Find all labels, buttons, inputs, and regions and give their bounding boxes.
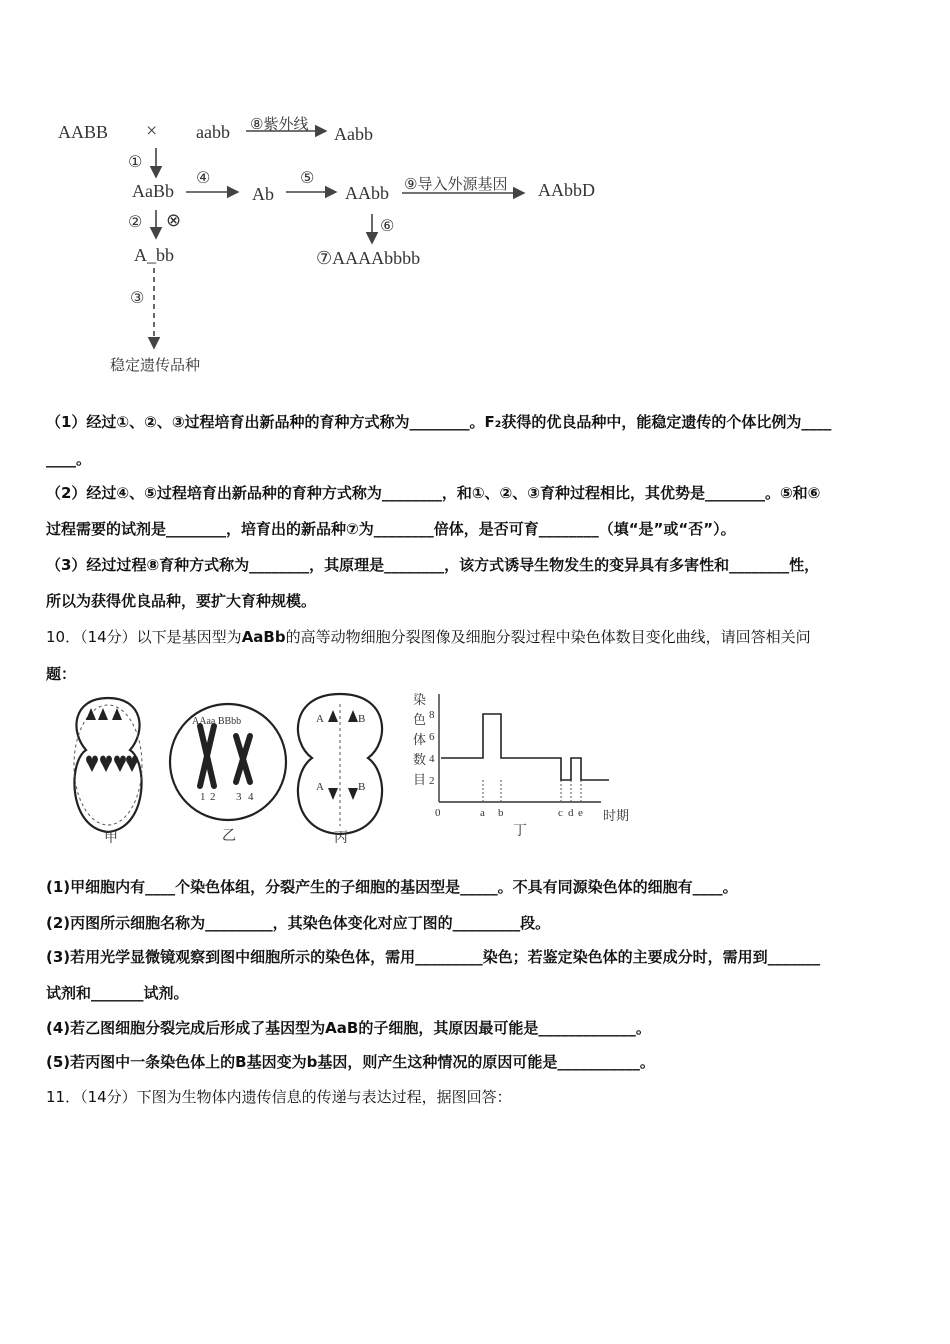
yi-num-1: 1 — [200, 791, 206, 803]
q9-part3-line1: （3）经过过程⑧育种方式称为________，其原理是________，该方式诱导生物发生的变异具有多害性和________性， — [46, 556, 820, 574]
q10-sub3-line2: 试剂和_______试剂。 — [46, 984, 189, 1002]
step2-label: ② — [128, 212, 143, 231]
q10-sub5: (5)若丙图中一条染色体上的B基因变为b基因，则产生这种情况的原因可能是___________。 — [46, 1053, 655, 1071]
step9-label: ⑨导入外源基因 — [404, 175, 508, 193]
label-ding: 丁 — [513, 824, 527, 839]
step3-label: ③ — [130, 288, 145, 307]
transgenic-aabbd: AAbbD — [538, 180, 595, 200]
cell-jia — [74, 698, 142, 832]
chart-ytick-2: 2 — [429, 775, 435, 787]
chart-ylabel-3: 体 — [413, 732, 427, 747]
label-bing: 丙 — [334, 831, 348, 846]
chart-ylabel-2: 色 — [413, 712, 427, 727]
q10-sub2: (2)丙图所示细胞名称为_________，其染色体变化对应丁图的_________段。 — [46, 914, 551, 932]
chart-xmark-e: e — [578, 807, 583, 819]
q9-part1 — [46, 404, 906, 440]
q10-sub3 — [46, 939, 906, 1011]
yi-top-label: AAaa BBbb — [192, 716, 242, 727]
q10-header-prefix: 10．（14分）以下是基因型为 — [46, 628, 242, 646]
yi-num-4: 4 — [248, 791, 254, 803]
step5-label: ⑤ — [300, 168, 315, 187]
yi-num-2: 2 — [210, 791, 216, 803]
step4-label: ④ — [196, 168, 211, 187]
parent-aabb-upper: AABB — [58, 122, 109, 142]
q9-part2 — [46, 475, 906, 547]
q10-sub1: (1)甲细胞内有____个染色体组，分裂产生的子细胞的基因型是_____。不具有同源染色体的细胞有____。 — [46, 878, 738, 896]
q9-part1-cont — [46, 441, 906, 477]
selfing-icon: ⊗ — [166, 210, 182, 231]
final-variety: 稳定遗传品种 — [110, 356, 201, 374]
chart-origin: 0 — [435, 807, 441, 819]
q9-part3-line2: 所以为获得优良品种，要扩大育种规模。 — [46, 592, 317, 610]
q10-header — [46, 626, 811, 647]
bing-top-b: B — [358, 713, 366, 725]
chart-ytick-8: 8 — [429, 709, 435, 721]
mutant-aabb: Aabb — [334, 124, 373, 144]
q10-header-suffix: 的高等动物细胞分裂图像及细胞分裂过程中染色体数目变化曲线，请回答相关问 — [285, 628, 811, 646]
q9-part2-line1: （2）经过④、⑤过程培育出新品种的育种方式称为________，和①、②、③育种过程相比，其优势是________。⑤和⑥ — [46, 484, 821, 502]
haploid-ab: Ab — [252, 184, 274, 204]
chart-xmark-a: a — [480, 807, 485, 819]
q10-header-line2: 题： — [46, 665, 77, 683]
label-yi: 乙 — [222, 829, 236, 844]
q10-sub3-line1: (3)若用光学显微镜观察到图中细胞所示的染色体，需用_________染色；若鉴定染色体的主要成分时，需用到_______ — [46, 948, 821, 966]
q11-header: 11．（14分）下图为生物体内遗传信息的传递与表达过程，据图回答： — [46, 1088, 512, 1106]
q10-header-genotype: AaBb — [241, 628, 286, 646]
chart-ytick-6: 6 — [429, 731, 435, 743]
yi-num-3: 3 — [236, 791, 242, 803]
q9-part1-line2: ____。 — [46, 450, 92, 468]
breeding-arrows — [0, 0, 620, 380]
chart-xmark-b: b — [498, 807, 504, 819]
step1-label: ① — [128, 152, 143, 171]
cell-bing — [298, 694, 382, 834]
bing-bottom-b: B — [358, 781, 366, 793]
step8-label: ⑧紫外线 — [250, 115, 309, 133]
f1-aabb: AaBb — [132, 181, 174, 201]
chart-series-line — [441, 714, 609, 780]
step6-label: ⑥ — [380, 216, 395, 235]
chart-ytick-4: 4 — [429, 753, 435, 765]
cross-symbol: × — [146, 120, 158, 142]
parent-aabb-lower: aabb — [196, 122, 230, 142]
bing-top-a: A — [316, 713, 324, 725]
chart-ylabel-4: 数 — [413, 752, 427, 767]
q10-sub4: (4)若乙图细胞分裂完成后形成了基因型为AaB的子细胞，其原因最可能是_____________。 — [46, 1019, 651, 1037]
bing-bottom-a: A — [316, 781, 324, 793]
chart-xmark-c: c — [558, 807, 563, 819]
q9-part3 — [46, 547, 906, 619]
chart-ylabel-1: 染 — [413, 692, 427, 707]
label-jia: 甲 — [104, 831, 118, 846]
tetraploid-label: ⑦AAAAbbbb — [316, 248, 421, 268]
q9-part2-line2: 过程需要的试剂是________，培育出的新品种⑦为________倍体，是否可育________（填“是”或“否”）。 — [46, 520, 736, 538]
chart-ylabel-5: 目 — [413, 772, 427, 787]
chart-xlabel: 时期 — [603, 808, 630, 823]
chromosome-number-chart — [405, 690, 645, 850]
doubled-aabb: AAbb — [345, 183, 389, 203]
f2-a-bb: A_bb — [134, 245, 174, 265]
chart-xmark-d: d — [568, 807, 574, 819]
q9-part1-line1: （1）经过①、②、③过程培育出新品种的育种方式称为________。F₂获得的优良品种中，能稳定遗传的个体比例为____ — [46, 413, 832, 431]
